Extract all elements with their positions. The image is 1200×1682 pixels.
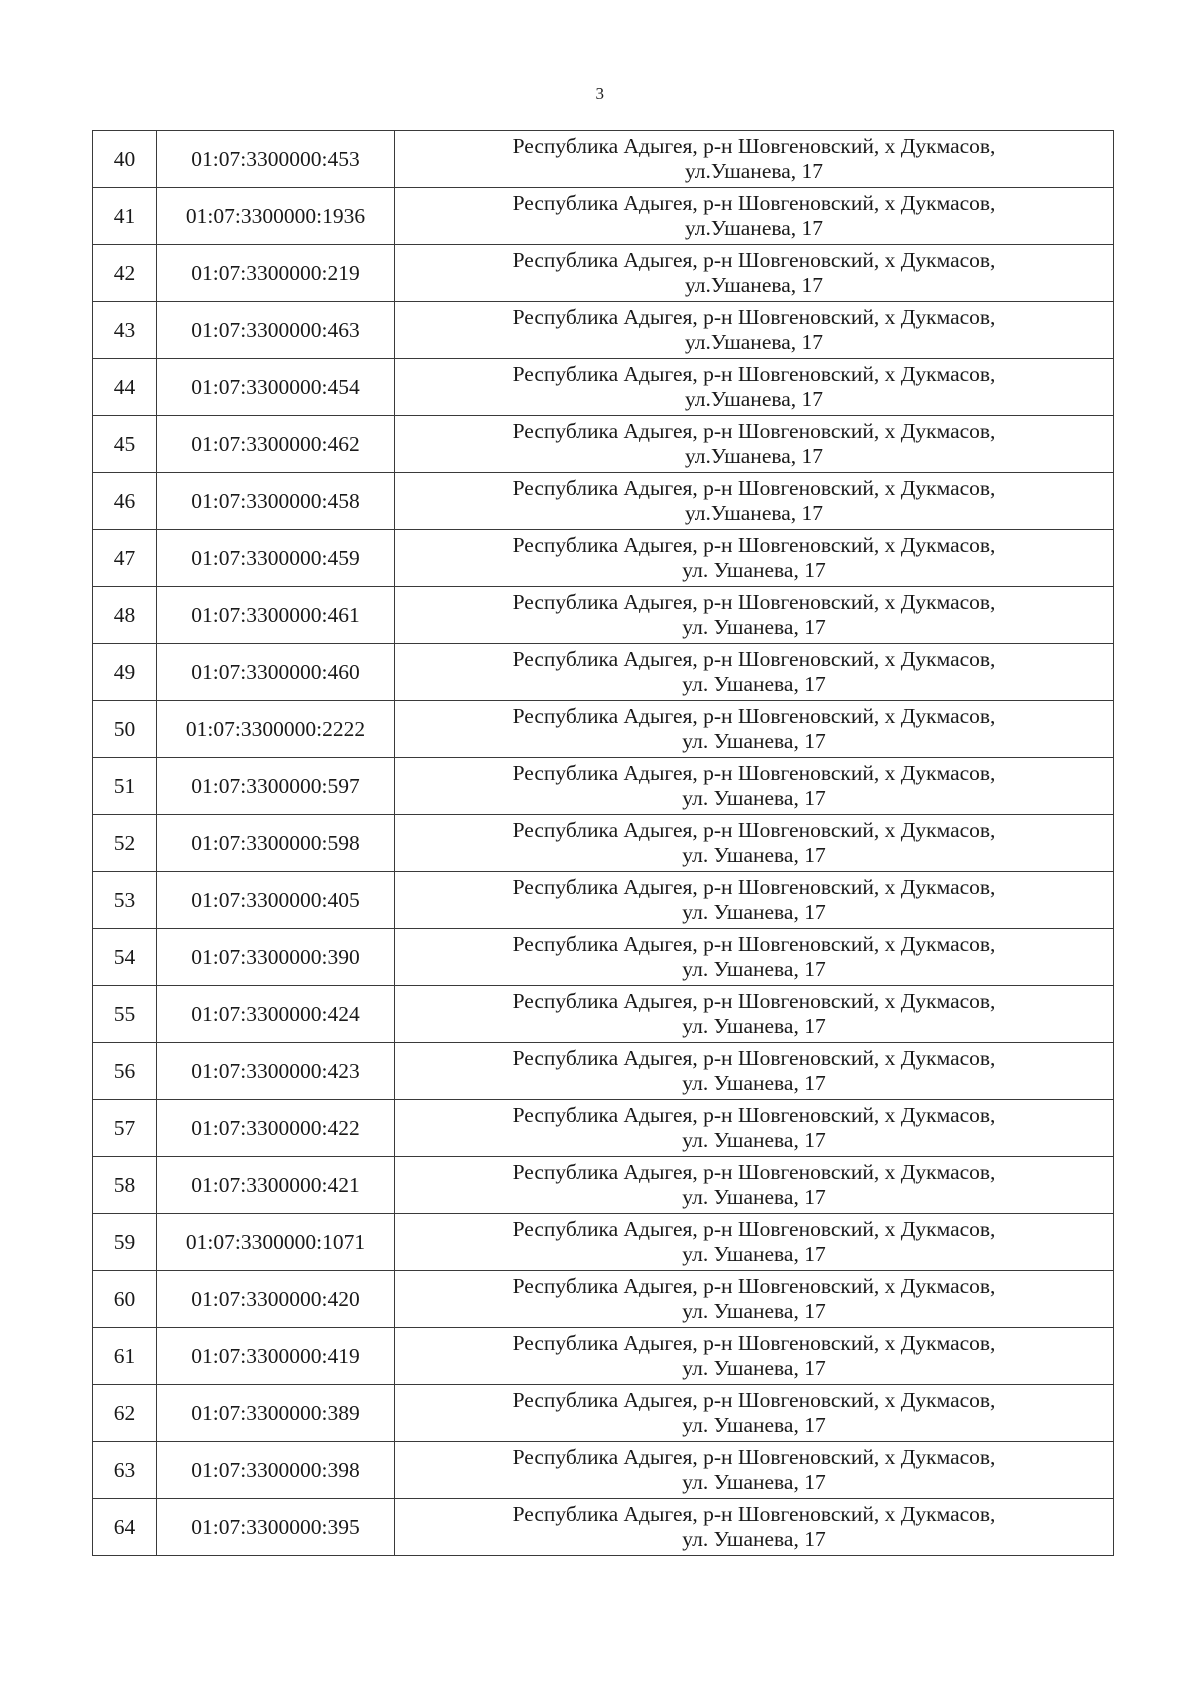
cadastral-number-cell: 01:07:3300000:398	[157, 1442, 395, 1499]
address-line-2: ул.Ушанева, 17	[684, 330, 824, 354]
table-row	[93, 644, 1114, 701]
row-number-cell: 40	[93, 131, 157, 188]
table-row	[93, 986, 1114, 1043]
address-line-1: Республика Адыгея, р-н Шовгеновский, х Дукмасов,	[512, 1445, 996, 1469]
cadastral-number-cell: 01:07:3300000:463	[157, 302, 395, 359]
cadastral-number-cell: 01:07:3300000:390	[157, 929, 395, 986]
address-line-1: Республика Адыгея, р-н Шовгеновский, х Дукмасов,	[512, 362, 996, 386]
address-line-2: ул. Ушанева, 17	[682, 1242, 826, 1266]
row-number-cell: 55	[93, 986, 157, 1043]
table-row	[93, 1100, 1114, 1157]
cadastral-number-cell: 01:07:3300000:405	[157, 872, 395, 929]
address-line-1: Республика Адыгея, р-н Шовгеновский, х Дукмасов,	[512, 1502, 996, 1526]
row-number-cell: 62	[93, 1385, 157, 1442]
address-cell	[395, 1157, 1114, 1214]
address-line-2: ул. Ушанева, 17	[682, 1014, 826, 1038]
address-line-1: Республика Адыгея, р-н Шовгеновский, х Дукмасов,	[512, 191, 996, 215]
table-row	[93, 872, 1114, 929]
address-line-2: ул. Ушанева, 17	[682, 1299, 826, 1323]
address-cell	[395, 1499, 1114, 1556]
address-line-1: Республика Адыгея, р-н Шовгеновский, х Дукмасов,	[512, 1331, 996, 1355]
address-cell	[395, 188, 1114, 245]
address-line-1: Республика Адыгея, р-н Шовгеновский, х Дукмасов,	[512, 1160, 996, 1184]
row-number-cell: 48	[93, 587, 157, 644]
address-line-1: Республика Адыгея, р-н Шовгеновский, х Дукмасов,	[512, 989, 996, 1013]
row-number-cell: 52	[93, 815, 157, 872]
address-cell	[395, 1271, 1114, 1328]
address-line-2: ул.Ушанева, 17	[684, 273, 824, 297]
row-number-cell: 49	[93, 644, 157, 701]
cadastral-number-cell: 01:07:3300000:458	[157, 473, 395, 530]
address-line-2: ул.Ушанева, 17	[684, 216, 824, 240]
table-row	[93, 1271, 1114, 1328]
address-line-1: Республика Адыгея, р-н Шовгеновский, х Дукмасов,	[512, 875, 996, 899]
address-cell	[395, 1043, 1114, 1100]
address-line-1: Республика Адыгея, р-н Шовгеновский, х Дукмасов,	[512, 818, 996, 842]
row-number-cell: 46	[93, 473, 157, 530]
cadastral-number-cell: 01:07:3300000:461	[157, 587, 395, 644]
table-row	[93, 1214, 1114, 1271]
address-line-2: ул. Ушанева, 17	[682, 1470, 826, 1494]
address-line-1: Республика Адыгея, р-н Шовгеновский, х Дукмасов,	[512, 1046, 996, 1070]
address-line-1: Республика Адыгея, р-н Шовгеновский, х Дукмасов,	[512, 647, 996, 671]
address-line-1: Республика Адыгея, р-н Шовгеновский, х Дукмасов,	[512, 533, 996, 557]
table-row	[93, 1328, 1114, 1385]
table-row	[93, 701, 1114, 758]
address-cell	[395, 302, 1114, 359]
address-line-1: Республика Адыгея, р-н Шовгеновский, х Дукмасов,	[512, 1103, 996, 1127]
cadastral-number-cell: 01:07:3300000:421	[157, 1157, 395, 1214]
address-line-2: ул. Ушанева, 17	[682, 1128, 826, 1152]
address-line-2: ул. Ушанева, 17	[682, 1356, 826, 1380]
address-line-2: ул. Ушанева, 17	[682, 786, 826, 810]
row-number-cell: 53	[93, 872, 157, 929]
cadastral-number-cell: 01:07:3300000:219	[157, 245, 395, 302]
address-line-2: ул. Ушанева, 17	[682, 900, 826, 924]
row-number-cell: 50	[93, 701, 157, 758]
address-line-1: Республика Адыгея, р-н Шовгеновский, х Дукмасов,	[512, 419, 996, 443]
cadastral-number-cell: 01:07:3300000:598	[157, 815, 395, 872]
address-cell	[395, 1100, 1114, 1157]
address-cell	[395, 815, 1114, 872]
address-line-2: ул.Ушанева, 17	[684, 387, 824, 411]
address-line-2: ул. Ушанева, 17	[682, 672, 826, 696]
row-number-cell: 43	[93, 302, 157, 359]
cadastral-number-cell: 01:07:3300000:462	[157, 416, 395, 473]
address-line-2: ул. Ушанева, 17	[682, 1185, 826, 1209]
cadastral-number-cell: 01:07:3300000:460	[157, 644, 395, 701]
address-cell	[395, 929, 1114, 986]
row-number-cell: 45	[93, 416, 157, 473]
address-line-2: ул.Ушанева, 17	[684, 501, 824, 525]
table-row	[93, 530, 1114, 587]
parcel-table-body	[93, 131, 1114, 1556]
address-cell	[395, 1442, 1114, 1499]
address-line-1: Республика Адыгея, р-н Шовгеновский, х Дукмасов,	[512, 761, 996, 785]
row-number-cell: 54	[93, 929, 157, 986]
address-line-1: Республика Адыгея, р-н Шовгеновский, х Дукмасов,	[512, 134, 996, 158]
table-row	[93, 1043, 1114, 1100]
table-row	[93, 188, 1114, 245]
table-row	[93, 1157, 1114, 1214]
row-number-cell: 57	[93, 1100, 157, 1157]
address-line-2: ул. Ушанева, 17	[682, 957, 826, 981]
row-number-cell: 59	[93, 1214, 157, 1271]
cadastral-number-cell: 01:07:3300000:419	[157, 1328, 395, 1385]
cadastral-number-cell: 01:07:3300000:1071	[157, 1214, 395, 1271]
cadastral-number-cell: 01:07:3300000:423	[157, 1043, 395, 1100]
address-line-2: ул. Ушанева, 17	[682, 1527, 826, 1551]
table-row	[93, 815, 1114, 872]
row-number-cell: 41	[93, 188, 157, 245]
address-cell	[395, 986, 1114, 1043]
address-line-1: Республика Адыгея, р-н Шовгеновский, х Дукмасов,	[512, 476, 996, 500]
address-cell	[395, 1385, 1114, 1442]
cadastral-number-cell: 01:07:3300000:597	[157, 758, 395, 815]
cadastral-number-cell: 01:07:3300000:420	[157, 1271, 395, 1328]
row-number-cell: 63	[93, 1442, 157, 1499]
address-cell	[395, 530, 1114, 587]
table-row	[93, 473, 1114, 530]
table-row	[93, 929, 1114, 986]
cadastral-number-cell: 01:07:3300000:422	[157, 1100, 395, 1157]
row-number-cell: 47	[93, 530, 157, 587]
row-number-cell: 58	[93, 1157, 157, 1214]
address-cell	[395, 872, 1114, 929]
row-number-cell: 60	[93, 1271, 157, 1328]
address-line-1: Республика Адыгея, р-н Шовгеновский, х Дукмасов,	[512, 248, 996, 272]
cadastral-number-cell: 01:07:3300000:389	[157, 1385, 395, 1442]
address-line-1: Республика Адыгея, р-н Шовгеновский, х Дукмасов,	[512, 1274, 996, 1298]
page-number: 3	[595, 84, 605, 103]
address-line-2: ул. Ушанева, 17	[682, 843, 826, 867]
table-row	[93, 302, 1114, 359]
address-line-1: Республика Адыгея, р-н Шовгеновский, х Дукмасов,	[512, 590, 996, 614]
table-row	[93, 245, 1114, 302]
address-line-2: ул.Ушанева, 17	[684, 159, 824, 183]
table-row	[93, 1385, 1114, 1442]
table-row	[93, 359, 1114, 416]
row-number-cell: 61	[93, 1328, 157, 1385]
address-cell	[395, 758, 1114, 815]
address-cell	[395, 701, 1114, 758]
address-line-1: Республика Адыгея, р-н Шовгеновский, х Дукмасов,	[512, 704, 996, 728]
cadastral-number-cell: 01:07:3300000:395	[157, 1499, 395, 1556]
address-line-1: Республика Адыгея, р-н Шовгеновский, х Дукмасов,	[512, 1388, 996, 1412]
address-line-1: Республика Адыгея, р-н Шовгеновский, х Дукмасов,	[512, 305, 996, 329]
cadastral-number-cell: 01:07:3300000:424	[157, 986, 395, 1043]
address-cell	[395, 473, 1114, 530]
cadastral-number-cell: 01:07:3300000:453	[157, 131, 395, 188]
table-row	[93, 131, 1114, 188]
row-number-cell: 64	[93, 1499, 157, 1556]
address-cell	[395, 245, 1114, 302]
table-row	[93, 1499, 1114, 1556]
cadastral-number-cell: 01:07:3300000:459	[157, 530, 395, 587]
row-number-cell: 44	[93, 359, 157, 416]
address-cell	[395, 644, 1114, 701]
address-line-2: ул. Ушанева, 17	[682, 1413, 826, 1437]
cadastral-number-cell: 01:07:3300000:454	[157, 359, 395, 416]
address-line-2: ул.Ушанева, 17	[684, 444, 824, 468]
address-line-2: ул. Ушанева, 17	[682, 729, 826, 753]
table-row	[93, 416, 1114, 473]
address-cell	[395, 416, 1114, 473]
address-line-2: ул. Ушанева, 17	[682, 1071, 826, 1095]
row-number-cell: 51	[93, 758, 157, 815]
address-line-2: ул. Ушанева, 17	[682, 615, 826, 639]
address-cell	[395, 1328, 1114, 1385]
parcel-table	[92, 130, 1114, 1556]
address-cell	[395, 131, 1114, 188]
row-number-cell: 56	[93, 1043, 157, 1100]
table-row	[93, 758, 1114, 815]
address-line-1: Республика Адыгея, р-н Шовгеновский, х Дукмасов,	[512, 932, 996, 956]
address-cell	[395, 359, 1114, 416]
row-number-cell: 42	[93, 245, 157, 302]
address-line-1: Республика Адыгея, р-н Шовгеновский, х Дукмасов,	[512, 1217, 996, 1241]
cadastral-number-cell: 01:07:3300000:1936	[157, 188, 395, 245]
address-line-2: ул. Ушанева, 17	[682, 558, 826, 582]
address-cell	[395, 1214, 1114, 1271]
cadastral-number-cell: 01:07:3300000:2222	[157, 701, 395, 758]
table-row	[93, 587, 1114, 644]
address-cell	[395, 587, 1114, 644]
table-row	[93, 1442, 1114, 1499]
